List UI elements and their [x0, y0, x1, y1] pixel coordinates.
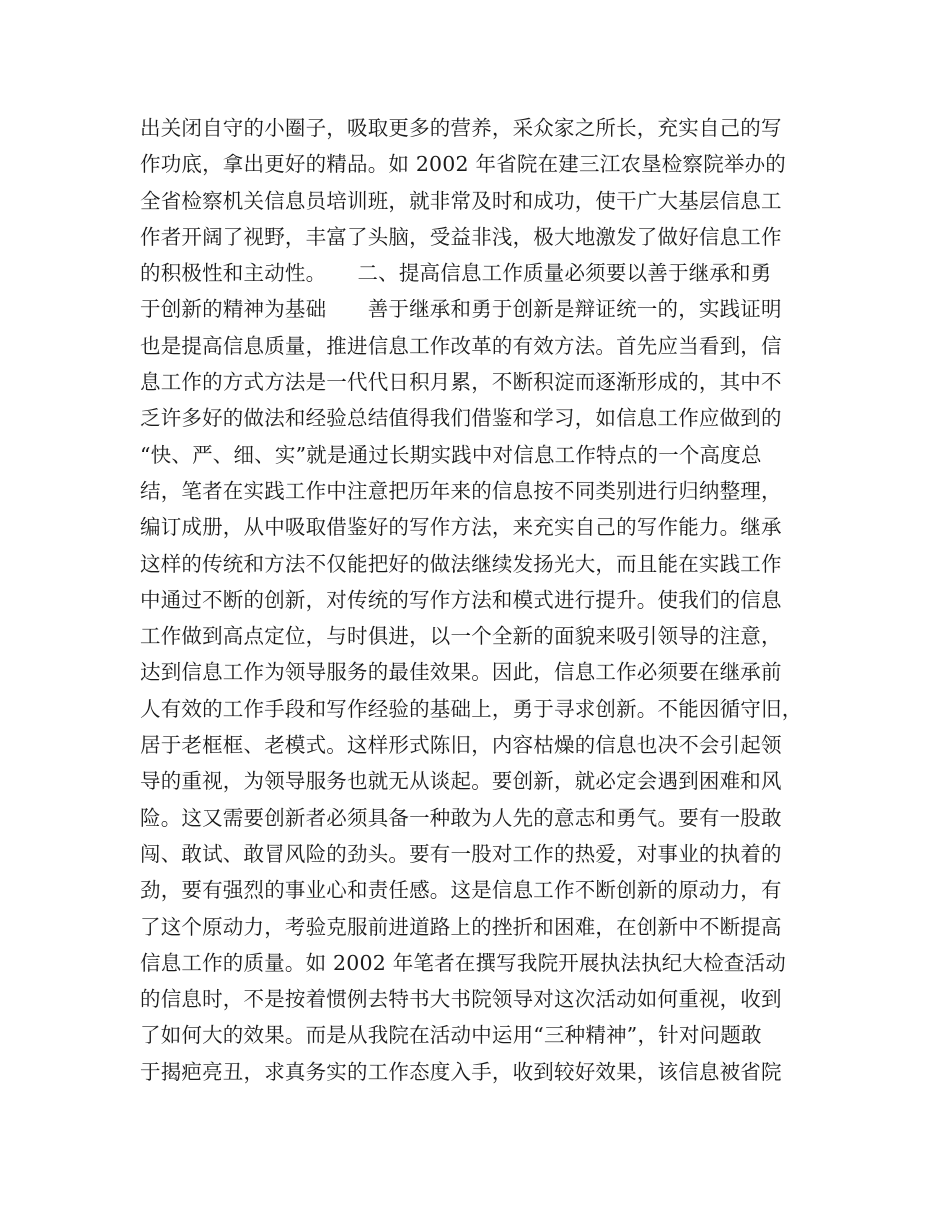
text-line: 了这个原动力，考验克服前进道路上的挫折和困难，在创新中不断提高 — [140, 914, 782, 939]
text-line: “快、严、细、实”就是通过长期实践中对信息工作特点的一个高度总 — [140, 442, 762, 467]
text-line: 结，笔者在实践工作中注意把历年来的信息按不同类别进行归纳整理， — [140, 478, 782, 503]
text-line: 信息工作的质量。如 2002 年笔者在撰写我院开展执法执纪大检查活动 — [140, 950, 787, 975]
text-line: 这样的传统和方法不仅能把好的做法继续发扬光大，而且能在实践工作 — [140, 551, 782, 576]
text-line: 中通过不断的创新，对传统的写作方法和模式进行提升。使我们的信息 — [140, 587, 782, 612]
text-line: 的积极性和主动性。 二、提高信息工作质量必须要以善于继承和勇 — [140, 261, 772, 286]
text-line: 息工作的方式方法是一代代日积月累，不断积淀而逐渐形成的，其中不 — [140, 370, 782, 395]
text-line: 险。这又需要创新者必须具备一种敢为人先的意志和勇气。要有一股敢 — [140, 805, 782, 830]
text-line: 的信息时，不是按着惯例去特书大书院领导对这次活动如何重视，收到 — [140, 987, 782, 1012]
text-line: 了如何大的效果。而是从我院在活动中运用“三种精神”，针对问题敢 — [140, 1023, 762, 1048]
text-line: 居于老框框、老模式。这样形式陈旧，内容枯燥的信息也决不会引起领 — [140, 733, 782, 758]
text-line: 导的重视，为领导服务也就无从谈起。要创新，就必定会遇到困难和风 — [140, 769, 782, 794]
text-line: 乏许多好的做法和经验总结值得我们借鉴和学习，如信息工作应做到的 — [140, 406, 782, 431]
text-line: 人有效的工作手段和写作经验的基础上，勇于寻求创新。不能因循守旧， — [140, 696, 803, 721]
text-line: 编订成册，从中吸取借鉴好的写作方法，来充实自己的写作能力。继承 — [140, 515, 782, 540]
body-text — [140, 110, 830, 1090]
text-line: 劲，要有强烈的事业心和责任感。这是信息工作不断创新的原动力，有 — [140, 878, 782, 903]
text-line: 出关闭自守的小圈子，吸取更多的营养，采众家之所长，充实自己的写 — [140, 116, 782, 140]
text-line: 也是提高信息质量，推进信息工作改革的有效方法。首先应当看到，信 — [140, 333, 782, 358]
text-line: 作者开阔了视野，丰富了头脑，受益非浅，极大地激发了做好信息工作 — [140, 224, 782, 249]
text-line: 作功底，拿出更好的精品。如 2002 年省院在建三江农垦检察院举办的 — [140, 152, 787, 177]
text-line: 达到信息工作为领导服务的最佳效果。因此，信息工作必须要在继承前 — [140, 660, 782, 685]
text-line: 于揭疤亮丑，求真务实的工作态度入手，收到较好效果，该信息被省院 — [140, 1059, 782, 1084]
text-line: 闯、敢试、敢冒风险的劲头。要有一股对工作的热爱，对事业的执着的 — [140, 841, 782, 866]
text-line: 于创新的精神为基础 善于继承和勇于创新是辩证统一的，实践证明 — [140, 297, 782, 322]
text-line: 全省检察机关信息员培训班，就非常及时和成功，使干广大基层信息工 — [140, 188, 782, 213]
text-line: 工作做到高点定位，与时俱进，以一个全新的面貌来吸引领导的注意， — [140, 624, 782, 649]
